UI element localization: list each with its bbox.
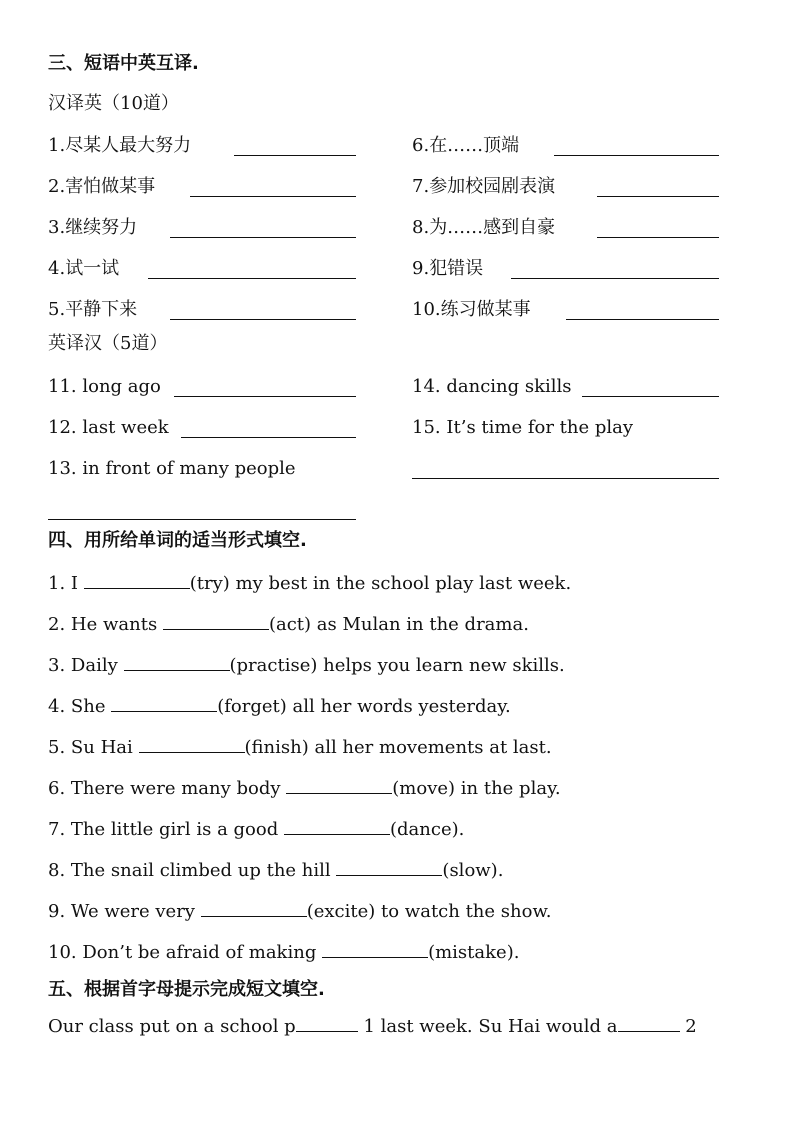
item-text: 在……顶端 (429, 135, 520, 156)
fill-item-2 (48, 611, 529, 637)
item-text: 试一试 (65, 258, 120, 279)
item-text: 参加校园剧表演 (429, 176, 556, 197)
answer-blank[interactable] (163, 611, 269, 630)
item-number: 11. (48, 376, 77, 397)
item-number: 14. (412, 376, 441, 397)
item-number: 15. (412, 417, 441, 438)
section-5-title: 五、根据首字母提示完成短文填空. (48, 979, 325, 1000)
answer-blank[interactable] (201, 898, 307, 917)
cn-en-item-2 (48, 175, 155, 199)
item-text: long ago (82, 376, 161, 397)
item-number: 2. (48, 614, 66, 635)
word-hint: (move) (392, 778, 456, 799)
fill-item-10 (48, 939, 519, 965)
answer-blank[interactable] (582, 396, 719, 397)
item-text: dancing skills (446, 376, 572, 397)
cn-en-item-6 (412, 134, 519, 158)
item-number: 1. (48, 573, 66, 594)
item-text: There were many body (70, 778, 281, 799)
item-text: to watch the show. (381, 901, 552, 922)
answer-blank[interactable] (139, 734, 245, 753)
fill-item-6 (48, 775, 561, 801)
word-hint: (dance). (390, 819, 465, 840)
cn-en-item-5 (48, 298, 137, 322)
item-text: helps you learn new skills. (323, 655, 565, 676)
passage-text: Our class put on a school p (48, 1016, 296, 1037)
item-number: 10. (412, 299, 441, 320)
item-text: all her words yesterday. (292, 696, 511, 717)
item-number: 2. (48, 176, 66, 197)
item-number: 3. (48, 217, 66, 238)
item-text: The snail climbed up the hill (70, 860, 331, 881)
word-hint: (mistake). (428, 942, 520, 963)
item-text: 练习做某事 (440, 299, 531, 320)
item-number: 9. (412, 258, 430, 279)
item-number: 4. (48, 696, 66, 717)
item-text: It’s time for the play (446, 417, 634, 438)
cn-en-heading: 汉译英（10道） (48, 93, 179, 114)
fill-item-4 (48, 693, 511, 719)
word-hint: (practise) (229, 655, 318, 676)
item-text: my best in the school play last week. (235, 573, 572, 594)
item-number: 9. (48, 901, 66, 922)
answer-blank[interactable] (286, 775, 392, 794)
item-text: in the play. (460, 778, 561, 799)
fill-item-7 (48, 816, 464, 842)
answer-blank[interactable] (234, 155, 356, 156)
item-text: all her movements at last. (314, 737, 552, 758)
word-hint: (slow). (442, 860, 504, 881)
item-number: 8. (48, 860, 66, 881)
en-cn-item-14 (412, 375, 572, 399)
word-hint: (try) (189, 573, 230, 594)
cn-en-item-4 (48, 257, 119, 281)
item-number: 1. (48, 135, 66, 156)
item-text: 平静下来 (65, 299, 138, 320)
answer-blank[interactable] (111, 693, 217, 712)
en-cn-item-12 (48, 416, 169, 440)
answer-blank[interactable] (336, 857, 442, 876)
fill-item-8 (48, 857, 503, 883)
item-number: 5. (48, 737, 66, 758)
cn-en-item-1 (48, 134, 191, 158)
answer-blank[interactable] (566, 319, 719, 320)
answer-blank[interactable] (48, 519, 356, 520)
item-text: He wants (70, 614, 158, 635)
item-number: 3. (48, 655, 66, 676)
item-text: 尽某人最大努力 (65, 135, 192, 156)
fill-item-9 (48, 898, 551, 924)
item-number: 13. (48, 458, 77, 479)
answer-blank[interactable] (148, 278, 356, 279)
item-number: 7. (412, 176, 430, 197)
item-number: 8. (412, 217, 430, 238)
item-text: We were very (70, 901, 195, 922)
en-cn-item-13 (48, 457, 296, 481)
item-text: 为……感到自豪 (429, 217, 556, 238)
passage-text: last week. Su Hai would a (380, 1016, 618, 1037)
answer-blank[interactable] (618, 1013, 680, 1032)
answer-blank[interactable] (170, 319, 356, 320)
item-text: Daily (70, 655, 118, 676)
fill-item-5 (48, 734, 552, 760)
item-text: Don’t be afraid of making (82, 942, 317, 963)
answer-blank[interactable] (181, 437, 356, 438)
blank-number: 1 (363, 1016, 375, 1037)
item-number: 6. (48, 778, 66, 799)
section-3-title: 三、短语中英互译. (48, 53, 199, 74)
item-text: in front of many people (82, 458, 296, 479)
answer-blank[interactable] (511, 278, 719, 279)
item-text: 继续努力 (65, 217, 138, 238)
answer-blank[interactable] (322, 939, 428, 958)
answer-blank[interactable] (597, 237, 719, 238)
item-text: as Mulan in the drama. (316, 614, 529, 635)
answer-blank[interactable] (597, 196, 719, 197)
answer-blank[interactable] (296, 1013, 358, 1032)
answer-blank[interactable] (170, 237, 356, 238)
answer-blank[interactable] (124, 652, 230, 671)
item-text: 犯错误 (429, 258, 484, 279)
cn-en-item-3 (48, 216, 137, 240)
cn-en-item-8 (412, 216, 555, 240)
answer-blank[interactable] (174, 396, 356, 397)
en-cn-item-15 (412, 416, 633, 440)
item-number: 4. (48, 258, 66, 279)
fill-item-1 (48, 570, 571, 596)
item-text: She (70, 696, 106, 717)
item-text: The little girl is a good (70, 819, 279, 840)
fill-item-3 (48, 652, 565, 678)
item-text: I (70, 573, 79, 594)
blank-number: 2 (685, 1016, 697, 1037)
word-hint: (excite) (306, 901, 376, 922)
cloze-passage-line (48, 1013, 697, 1039)
answer-blank[interactable] (84, 570, 190, 589)
word-hint: (forget) (217, 696, 287, 717)
cn-en-item-9 (412, 257, 483, 281)
item-text: Su Hai (70, 737, 133, 758)
word-hint: (act) (268, 614, 312, 635)
answer-blank[interactable] (554, 155, 719, 156)
answer-blank[interactable] (284, 816, 390, 835)
cn-en-item-10 (412, 298, 531, 322)
item-number: 5. (48, 299, 66, 320)
en-cn-heading: 英译汉（5道） (48, 333, 168, 354)
item-text: last week (82, 417, 169, 438)
item-number: 7. (48, 819, 66, 840)
answer-blank[interactable] (190, 196, 356, 197)
answer-blank[interactable] (412, 478, 719, 479)
item-number: 12. (48, 417, 77, 438)
item-number: 6. (412, 135, 430, 156)
section-4-title: 四、用所给单词的适当形式填空. (48, 530, 307, 551)
item-number: 10. (48, 942, 77, 963)
word-hint: (finish) (244, 737, 309, 758)
cn-en-item-7 (412, 175, 555, 199)
en-cn-item-11 (48, 375, 161, 399)
item-text: 害怕做某事 (65, 176, 156, 197)
